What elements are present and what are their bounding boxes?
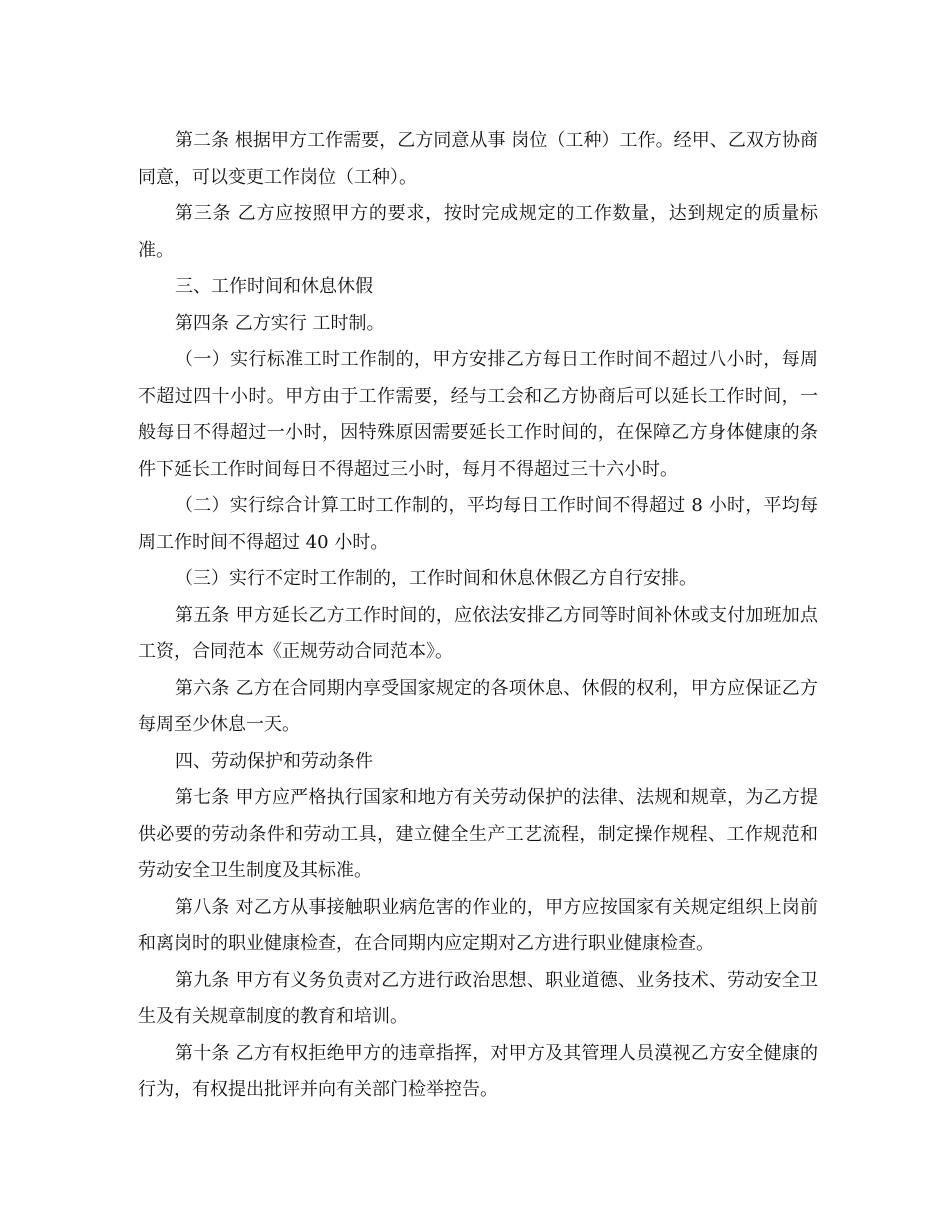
paragraph-clause-4-1: （一）实行标准工时工作制的，甲方安排乙方每日工作时间不超过八小时，每周不超过四十小时。甲方由于工作需要，经与工会和乙方协商后可以延长工作时间，一般每日不得超过一小时，因特殊原因需要延长工作时间的，在保障乙方身体健康的条件下延长工作时间每日不得超过三小时，每月不得超过三十六小时。: [138, 349, 818, 480]
paragraph-article-7: 第七条 甲方应严格执行国家和地方有关劳动保护的法律、法规和规章，为乙方提供必要的劳动条件和劳动工具，建立健全生产工艺流程，制定操作规程、工作规范和劳动安全卫生制度及其标准。: [138, 787, 818, 881]
section-heading-working-hours: 三、工作时间和休息休假: [175, 276, 373, 297]
paragraph-clause-4-2: （二）实行综合计算工时工作制的，平均每日工作时间不得超过 8 小时，平均每周工作时间不得超过 40 小时。: [138, 495, 818, 553]
paragraph-article-9: 第九条 甲方有义务负责对乙方进行政治思想、职业道德、业务技术、劳动安全卫生及有关规章制度的教育和培训。: [138, 969, 818, 1027]
paragraph-article-4: 第四条 乙方实行 工时制。: [175, 312, 385, 334]
paragraph-article-2: 第二条 根据甲方工作需要，乙方同意从事 岗位（工种）工作。经甲、乙双方协商同意，可以变更工作岗位（工种）。: [138, 130, 818, 188]
paragraph-clause-4-3: （三）实行不定时工作制的，工作时间和休息休假乙方自行安排。: [175, 568, 697, 589]
paragraph-article-3: 第三条 乙方应按照甲方的要求，按时完成规定的工作数量，达到规定的质量标准。: [138, 203, 818, 261]
paragraph-article-5: 第五条 甲方延长乙方工作时间的，应依法安排乙方同等时间补休或支付加班加点工资，合同范本《正规劳动合同范本》。: [138, 604, 818, 662]
paragraph-article-8: 第八条 对乙方从事接触职业病危害的作业的，甲方应按国家有关规定组织上岗前和离岗时的职业健康检查，在合同期内应定期对乙方进行职业健康检查。: [138, 896, 818, 954]
document-body: [138, 123, 818, 1109]
paragraph-article-10: 第十条 乙方有权拒绝甲方的违章指挥，对甲方及其管理人员漠视乙方安全健康的行为，有权提出批评并向有关部门检举控告。: [138, 1042, 818, 1100]
section-heading-labor-protection: 四、劳动保护和劳动条件: [175, 750, 373, 772]
paragraph-article-6: 第六条 乙方在合同期内享受国家规定的各项休息、休假的权利，甲方应保证乙方每周至少休息一天。: [138, 677, 818, 735]
